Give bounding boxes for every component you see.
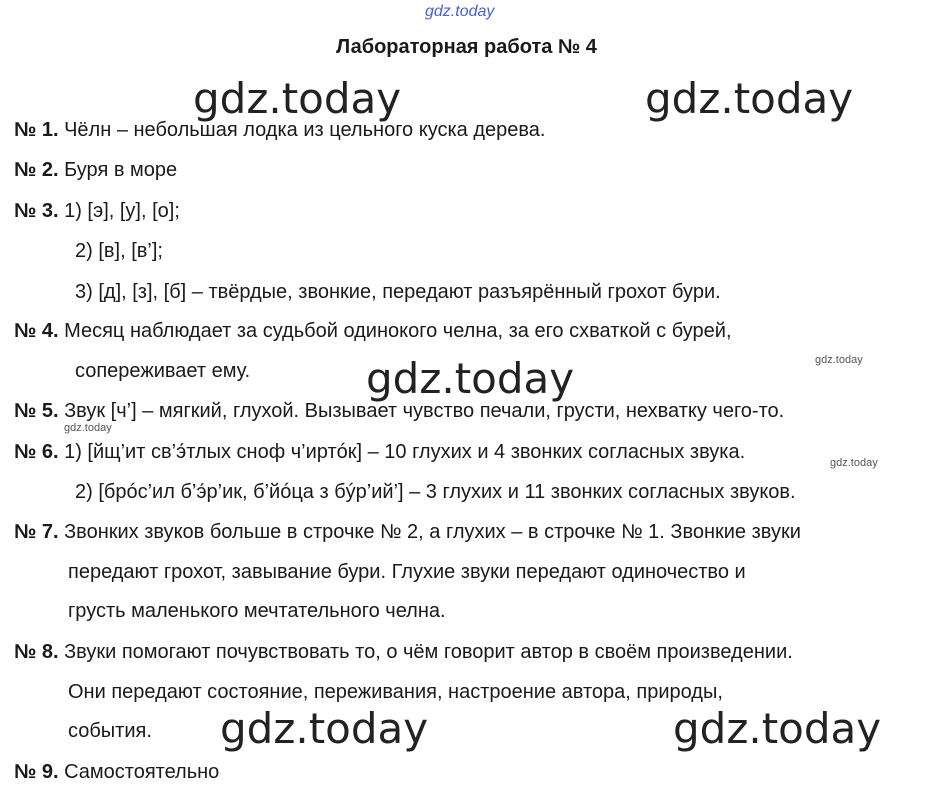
answer-text: сопереживает ему. bbox=[75, 360, 251, 382]
answer-5 bbox=[14, 399, 784, 423]
answer-number: № 6. bbox=[14, 441, 59, 463]
answer-text: Они передают состояние, переживания, настроение автора, природы, bbox=[68, 681, 723, 703]
answer-text: Чёлн – небольшая лодка из цельного куска дерева. bbox=[64, 119, 546, 141]
top-watermark: gdz.today bbox=[425, 3, 495, 20]
answer-4 bbox=[14, 319, 732, 343]
answer-text: Буря в море bbox=[64, 159, 178, 181]
answer-2 bbox=[14, 158, 177, 182]
watermark-small: gdz.today bbox=[64, 422, 112, 434]
answer-8 bbox=[14, 640, 793, 664]
answer-text: Звонких звуков больше в строчке № 2, а глухих – в строчке № 1. Звонкие звуки bbox=[64, 521, 801, 543]
answer-number: № 4. bbox=[14, 320, 59, 342]
answer-text: 1) [йщ’ит св’э́тлых сноф ч’иртóк] – 10 глухих и 4 звонких согласных звука. bbox=[64, 441, 746, 463]
answer-text: 2) [в], [в’]; bbox=[75, 240, 163, 262]
answer-text: грусть маленького мечтательного челна. bbox=[68, 600, 446, 622]
watermark-large: gdz.today bbox=[220, 704, 429, 753]
answer-text: 3) [д], [з], [б] – твёрдые, звонкие, передают разъярённый грохот бури. bbox=[75, 281, 721, 303]
watermark-small: gdz.today bbox=[830, 457, 878, 469]
answer-6 bbox=[14, 440, 745, 464]
watermark-large: gdz.today bbox=[193, 74, 402, 123]
answer-text: 2) [брóс’ил б’э́р’ик, б’йóца з бýр’ий’] – 3 глухих и 11 звонких согласных звуков. bbox=[75, 481, 796, 503]
answer-9 bbox=[14, 760, 219, 784]
answer-number: № 2. bbox=[14, 159, 59, 181]
answer-number: № 9. bbox=[14, 761, 59, 783]
watermark-large: gdz.today bbox=[673, 704, 882, 753]
answer-text: Звуки помогают почувствовать то, о чём говорит автор в своём произведении. bbox=[64, 641, 793, 663]
answer-text: события. bbox=[68, 720, 152, 742]
watermark-large: gdz.today bbox=[645, 74, 854, 123]
answer-text: 1) [э], [у], [о]; bbox=[64, 200, 180, 222]
answer-number: № 7. bbox=[14, 521, 59, 543]
answer-text: передают грохот, завывание бури. Глухие звуки передают одиночество и bbox=[68, 561, 746, 583]
answer-7 bbox=[14, 520, 801, 544]
answer-text: Месяц наблюдает за судьбой одинокого челна, за его схваткой с бурей, bbox=[64, 320, 732, 342]
watermark-large: gdz.today bbox=[366, 354, 575, 403]
answer-text: Самостоятельно bbox=[64, 761, 220, 783]
answer-text: Звук [ч’] – мягкий, глухой. Вызывает чувство печали, грусти, нехватку чего-то. bbox=[64, 400, 785, 422]
answer-3 bbox=[14, 199, 180, 223]
answer-number: № 3. bbox=[14, 200, 59, 222]
page-title: Лабораторная работа № 4 bbox=[336, 36, 597, 58]
answer-number: № 8. bbox=[14, 641, 59, 663]
watermark-small: gdz.today bbox=[815, 354, 863, 366]
answer-1 bbox=[14, 118, 545, 142]
answer-number: № 1. bbox=[14, 119, 59, 141]
answer-number: № 5. bbox=[14, 400, 59, 422]
